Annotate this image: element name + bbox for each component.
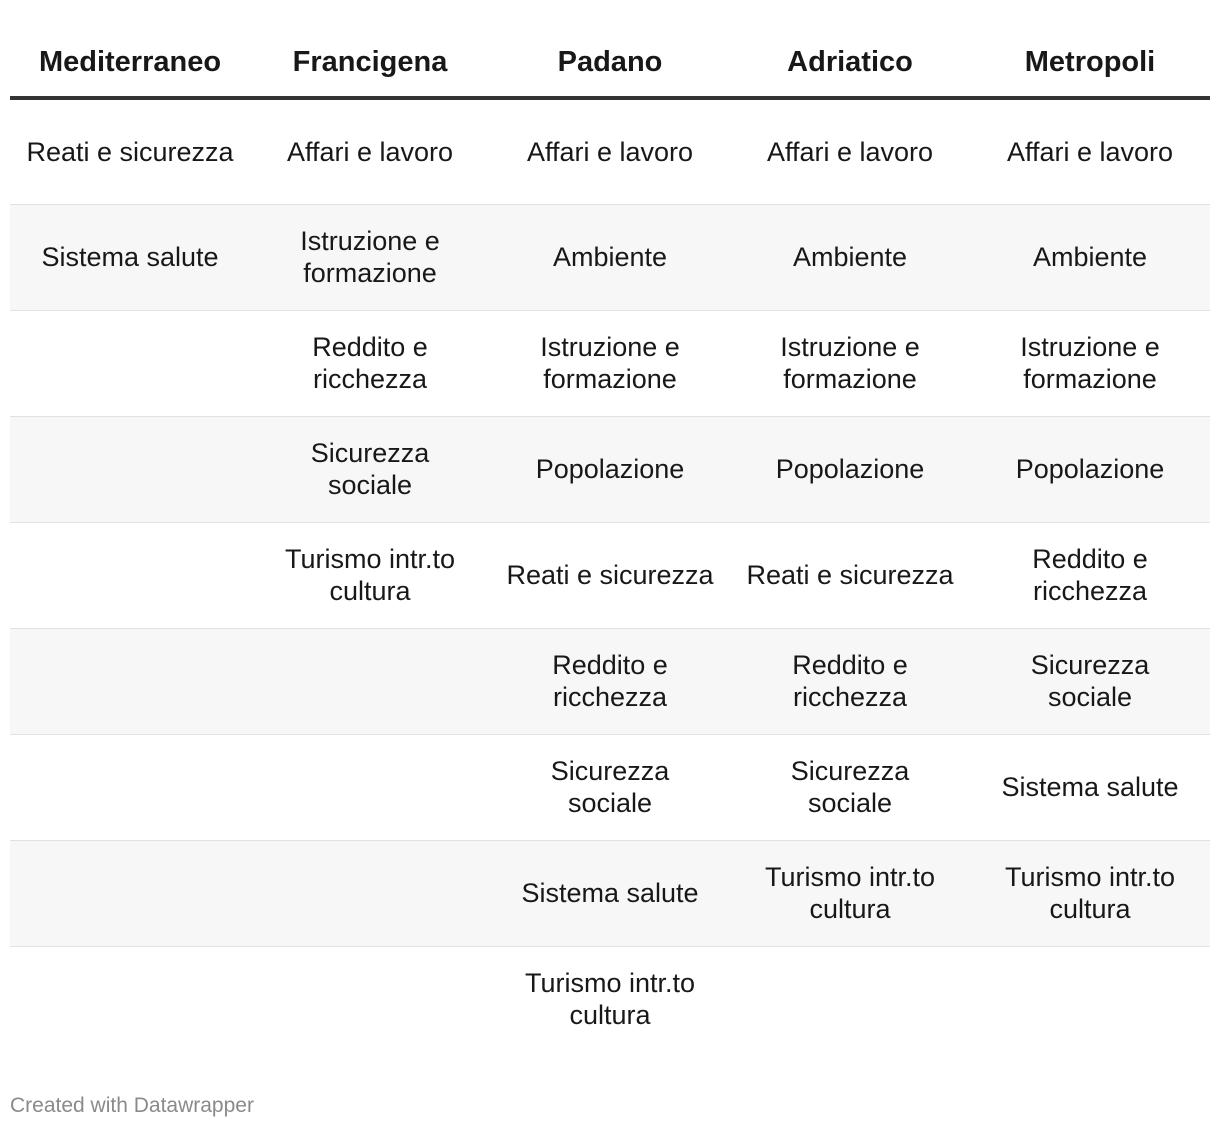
table-cell: Affari e lavoro [250,98,490,204]
table-cell: Affari e lavoro [490,98,730,204]
table-cell: Turismo intr.to cultura [250,522,490,628]
table-cell [970,946,1210,1052]
table-cell: Ambiente [490,204,730,310]
table-cell: Affari e lavoro [730,98,970,204]
table-cell: Popolazione [490,416,730,522]
datawrapper-credit: Created with Datawrapper [10,1094,254,1117]
table-cell [10,734,250,840]
table-cell [10,416,250,522]
data-table [10,28,1210,1052]
table-cell: Ambiente [970,204,1210,310]
column-header: Metropoli [970,28,1210,98]
table-cell: Istruzione e formazione [490,310,730,416]
table-cell: Reddito e ricchezza [490,628,730,734]
table-cell [250,628,490,734]
column-header: Mediterraneo [10,28,250,98]
table-cell [250,840,490,946]
table-row [10,310,1210,416]
table-cell: Reddito e ricchezza [970,522,1210,628]
table-cell [10,840,250,946]
table-row [10,628,1210,734]
table-cell: Reddito e ricchezza [730,628,970,734]
table-cell: Sistema salute [490,840,730,946]
column-header: Francigena [250,28,490,98]
table-cell: Popolazione [970,416,1210,522]
table-row [10,946,1210,1052]
data-table-container [10,28,1210,1052]
table-cell: Affari e lavoro [970,98,1210,204]
table-row [10,98,1210,204]
table-cell: Sicurezza sociale [250,416,490,522]
table-header-row [10,28,1210,98]
column-header: Padano [490,28,730,98]
table-cell: Sicurezza sociale [970,628,1210,734]
table-cell: Sistema salute [10,204,250,310]
table-cell [730,946,970,1052]
table-cell: Sistema salute [970,734,1210,840]
table-cell: Istruzione e formazione [250,204,490,310]
table-row [10,840,1210,946]
table-cell: Reati e sicurezza [10,98,250,204]
table-body [10,98,1210,1052]
table-row [10,522,1210,628]
table-cell: Popolazione [730,416,970,522]
table-cell: Istruzione e formazione [970,310,1210,416]
table-cell [250,734,490,840]
table-row [10,416,1210,522]
table-row [10,734,1210,840]
table-cell [10,310,250,416]
table-cell: Reati e sicurezza [730,522,970,628]
table-cell: Turismo intr.to cultura [524,968,696,1031]
table-cell [10,628,250,734]
table-row [10,204,1210,310]
table-cell: Sicurezza sociale [490,734,730,840]
table-cell: Turismo intr.to cultura [730,840,970,946]
table-cell: Reati e sicurezza [490,522,730,628]
table-cell: Reddito e ricchezza [250,310,490,416]
table-cell [250,946,490,1052]
table-cell [10,946,250,1052]
table-cell: Istruzione e formazione [730,310,970,416]
table-cell: Sicurezza sociale [730,734,970,840]
column-header: Adriatico [730,28,970,98]
table-cell: Turismo intr.to cultura [970,840,1210,946]
table-cell: Ambiente [730,204,970,310]
table-cell [10,522,250,628]
